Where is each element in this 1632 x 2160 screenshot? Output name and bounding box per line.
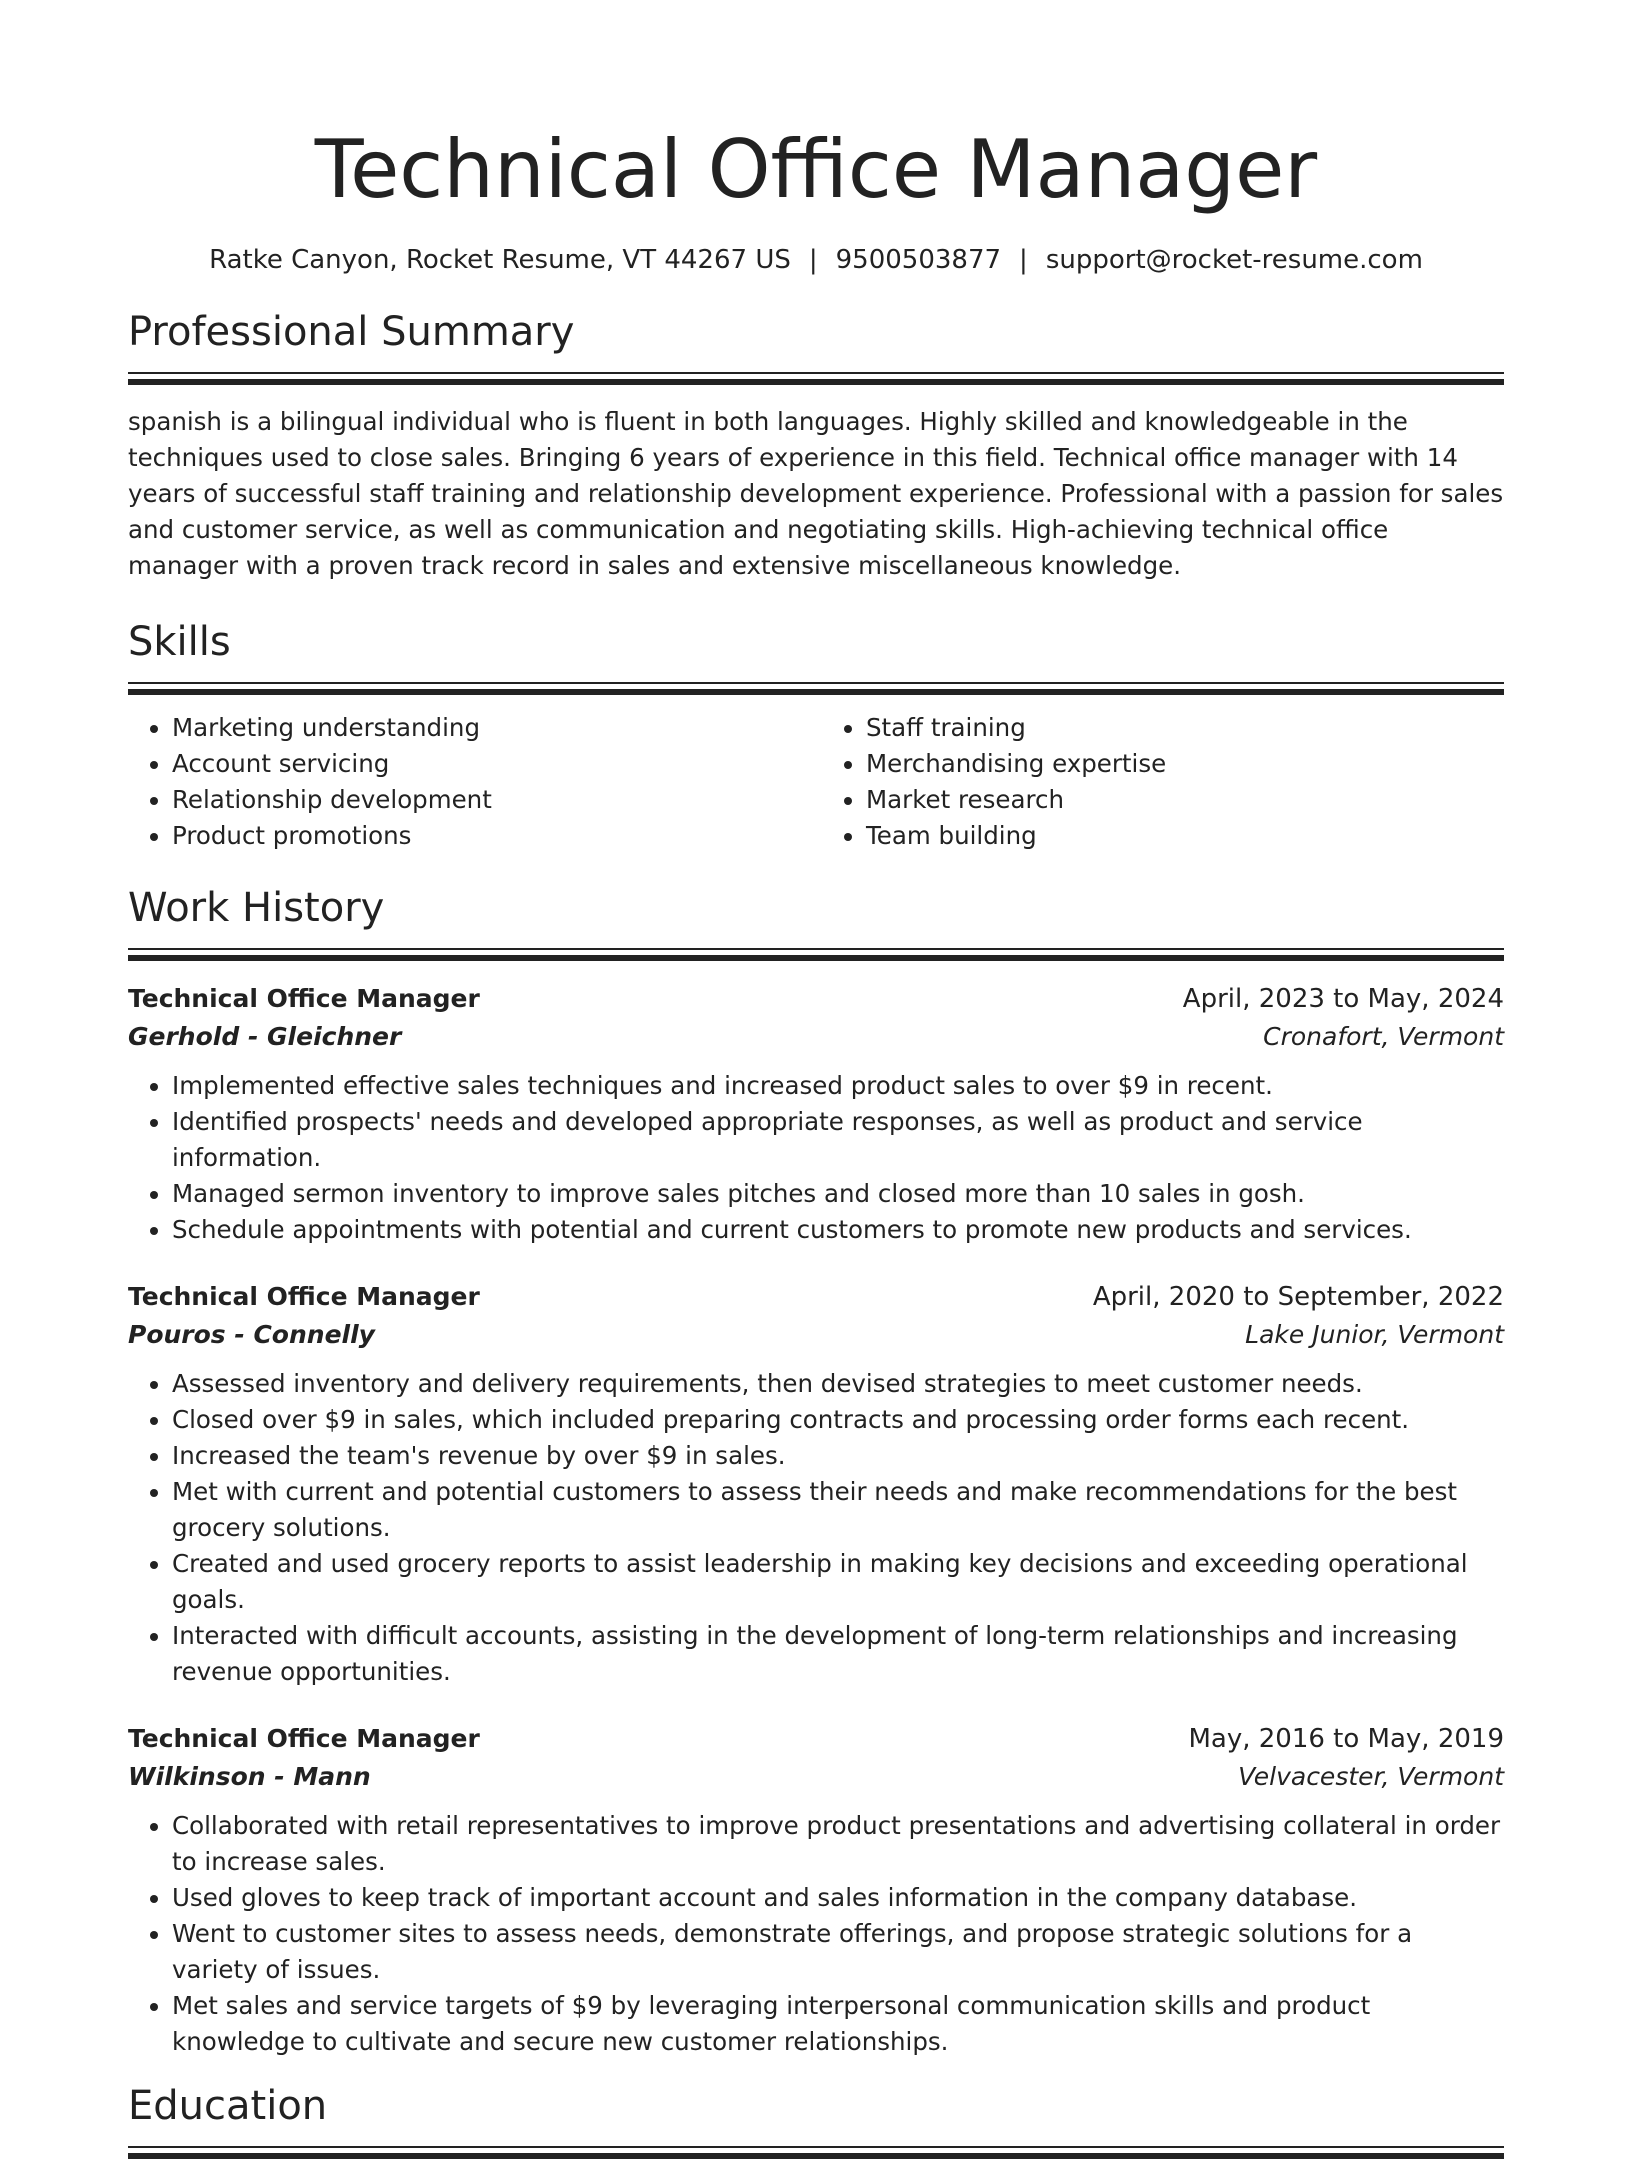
job-company: Pouros - Connelly: [128, 1320, 375, 1349]
job-entry: [128, 980, 1504, 1248]
section-divider: [128, 2146, 1504, 2160]
section-divider: [128, 682, 1504, 696]
skill-item: • Merchandising expertise: [866, 746, 1504, 782]
resume-name: Technical Office Manager: [314, 123, 1318, 216]
job-bullets: [128, 1366, 1504, 1690]
summary-text: spanish is a bilingual individual who is fluent in both languages. Highly skilled and knowledgeable in the techniques used to close sales. Bringing 6 years of experience in this field. Technical office manager with 14 years of successful staff training and relationship development experience. Professional with a passion for sales and customer service, as well as communication and negotiating skills. High-achieving technical office manager with a proven track record in sales and extensive miscellaneous knowledge.: [128, 407, 1504, 580]
job-dates: April, 2023 to May, 2024: [1182, 984, 1504, 1014]
job-bullet: • Increased the team's revenue by over $9 in sales.: [172, 1438, 1504, 1474]
contact-address: Ratke Canyon, Rocket Resume, VT 44267 US: [209, 245, 791, 275]
job-bullets: [128, 1068, 1504, 1248]
job-bullet: • Met with current and potential customers to assess their needs and make recommendations for the best grocery solutions.: [172, 1474, 1504, 1546]
job-subheader-row: [128, 1758, 1504, 1796]
skill-item: • Account servicing: [172, 746, 816, 782]
job-bullet: • Schedule appointments with potential and current customers to promote new products and services.: [172, 1212, 1504, 1248]
job-location: Cronafort, Vermont: [1263, 1022, 1504, 1051]
job-entry: [128, 1278, 1504, 1690]
skill-item: • Market research: [866, 782, 1504, 818]
skills-list-left: [128, 710, 816, 854]
job-bullet: • Went to customer sites to assess needs, demonstrate offerings, and propose strategic solutions for a variety of issues.: [172, 1916, 1504, 1988]
job-header-row: [128, 1278, 1504, 1316]
job-header-row: [128, 1720, 1504, 1758]
job-bullet: • Assessed inventory and delivery requirements, then devised strategies to meet customer needs.: [172, 1366, 1504, 1402]
job-entry: [128, 1720, 1504, 2060]
job-company: Wilkinson - Mann: [128, 1762, 371, 1791]
skills-section: [128, 618, 1504, 854]
education-title: Education: [128, 2083, 328, 2129]
work-section: [128, 884, 1504, 2060]
job-bullet: • Met sales and service targets of $9 by leveraging interpersonal communication skills and product knowledge to cultivate and secure new customer relationships.: [172, 1988, 1504, 2060]
job-bullet: • Interacted with difficult accounts, assisting in the development of long-term relationships and increasing revenue opportunities.: [172, 1618, 1504, 1690]
job-bullet: • Implemented effective sales techniques and increased product sales to over $9 in recent.: [172, 1068, 1504, 1104]
job-title: Technical Office Manager: [128, 1724, 480, 1753]
job-location: Lake Junior, Vermont: [1245, 1320, 1504, 1349]
skills-columns: [128, 710, 1504, 854]
job-dates: April, 2020 to September, 2022: [1092, 1282, 1504, 1312]
section-divider: [128, 948, 1504, 962]
job-company: Gerhold - Gleichner: [128, 1022, 402, 1051]
skill-item: • Staff training: [866, 710, 1504, 746]
work-title: Work History: [128, 885, 385, 931]
job-subheader-row: [128, 1018, 1504, 1056]
contact-separator: |: [1019, 245, 1028, 275]
contact-email: support@rocket-resume.com: [1045, 245, 1423, 275]
job-dates: May, 2016 to May, 2019: [1188, 1724, 1504, 1754]
contact-phone: 9500503877: [835, 245, 1002, 275]
job-bullets: [128, 1808, 1504, 2060]
job-subheader-row: [128, 1316, 1504, 1354]
skills-list-right: [816, 710, 1504, 854]
job-location: Velvacester, Vermont: [1238, 1762, 1504, 1791]
skill-item: • Product promotions: [172, 818, 816, 854]
skill-item: • Relationship development: [172, 782, 816, 818]
summary-title: Professional Summary: [128, 309, 575, 355]
education-section: [128, 2082, 1504, 2160]
job-bullet: • Managed sermon inventory to improve sales pitches and closed more than 10 sales in gosh.: [172, 1176, 1504, 1212]
contact-separator: |: [808, 245, 818, 275]
job-title: Technical Office Manager: [128, 984, 480, 1013]
job-bullet: • Created and used grocery reports to assist leadership in making key decisions and exceeding operational goals.: [172, 1546, 1504, 1618]
skill-item: • Marketing understanding: [172, 710, 816, 746]
skill-item: • Team building: [866, 818, 1504, 854]
job-bullet: • Used gloves to keep track of important account and sales information in the company database.: [172, 1880, 1504, 1916]
job-bullet: • Closed over $9 in sales, which included preparing contracts and processing order forms each recent.: [172, 1402, 1504, 1438]
skills-title: Skills: [128, 619, 231, 665]
summary-section: [128, 308, 1504, 584]
job-bullet: • Identified prospects' needs and developed appropriate responses, as well as product and service information.: [172, 1104, 1504, 1176]
job-title: Technical Office Manager: [128, 1282, 480, 1311]
contact-line: [128, 242, 1504, 278]
job-header-row: [128, 980, 1504, 1018]
job-bullet: • Collaborated with retail representatives to improve product presentations and advertising collateral in order to increase sales.: [172, 1808, 1504, 1880]
section-divider: [128, 372, 1504, 386]
